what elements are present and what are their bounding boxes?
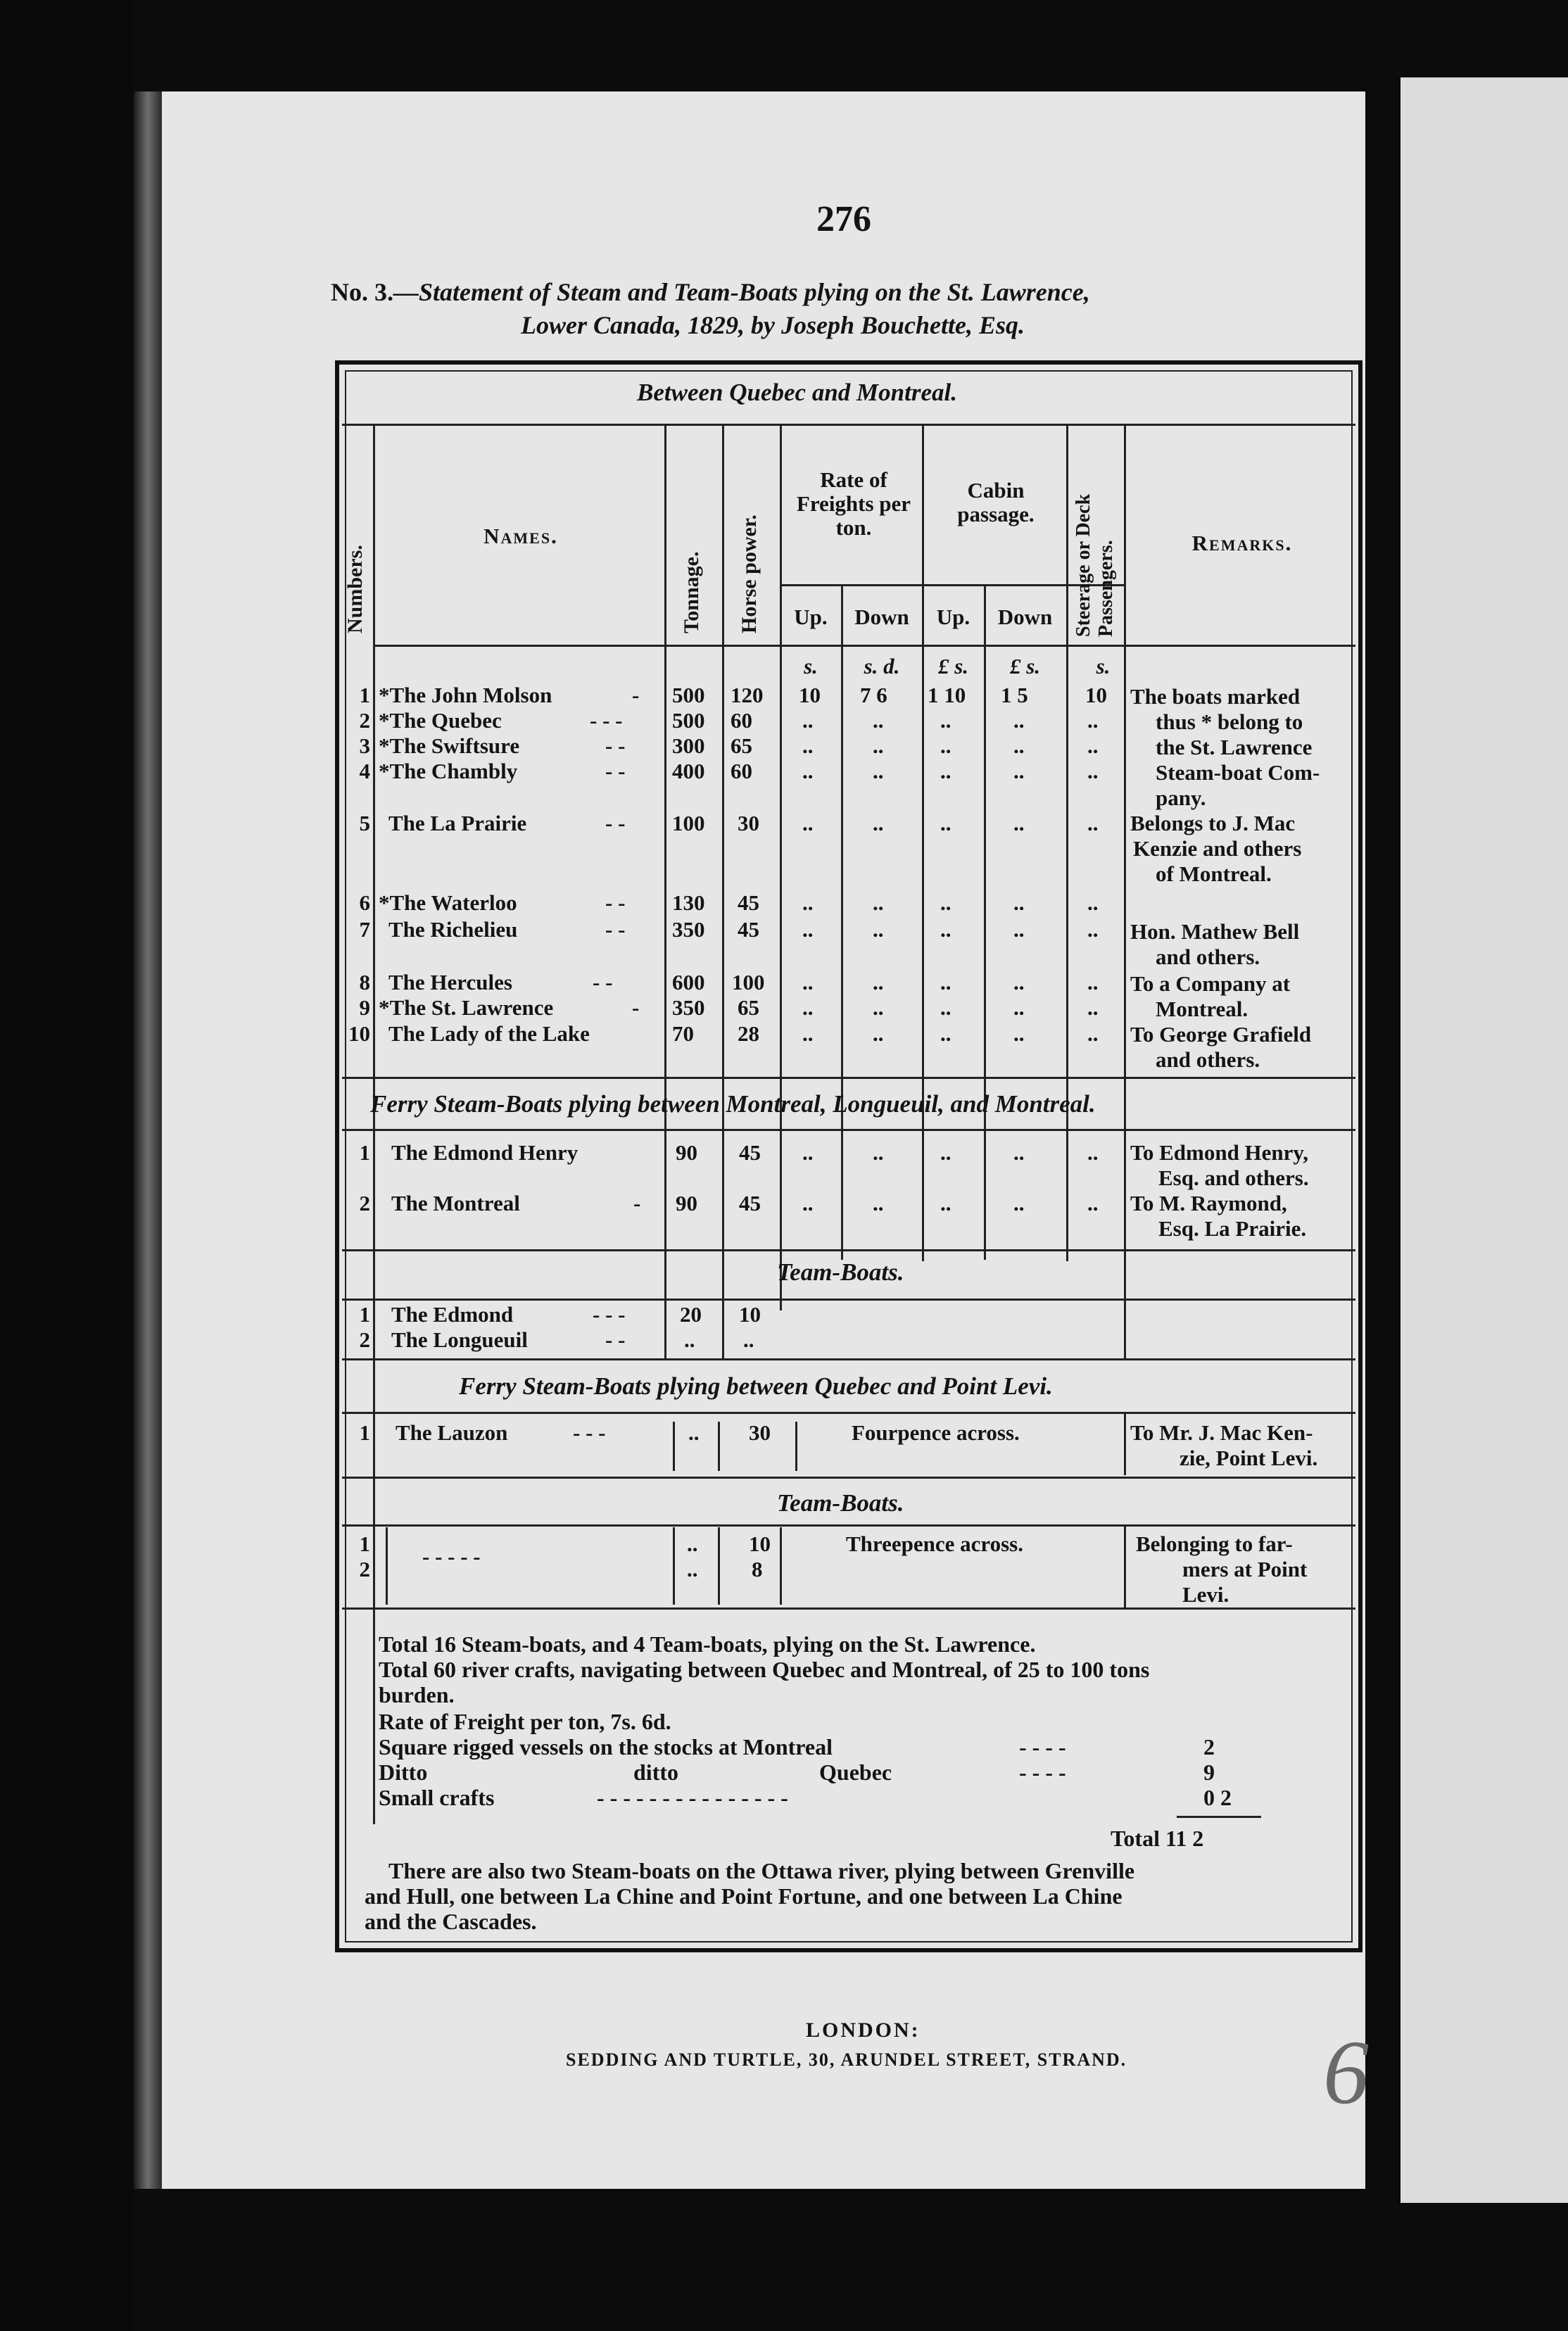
remark-line: thus * belong to [1156, 709, 1303, 734]
leader-dashes: - - [605, 1327, 626, 1352]
horse-power: 30 [738, 811, 759, 835]
section-heading-team-boats: Team-Boats. [777, 1258, 904, 1286]
freight-down: .. [873, 1021, 884, 1046]
freight-up: .. [802, 1140, 814, 1165]
horse-power: 30 [749, 1420, 771, 1445]
rule [373, 645, 1355, 647]
remark-line: Steam-boat Com- [1156, 760, 1320, 785]
note-river-crafts-cont: burden. [379, 1682, 455, 1707]
remark-line: pany. [1156, 785, 1206, 810]
remark-line: Levi. [1182, 1582, 1229, 1607]
unit-steerage: s. [1096, 654, 1111, 678]
margin-handwritten-note: 6 [1323, 2022, 1369, 2123]
cabin-up: .. [940, 970, 951, 994]
cabin-up: .. [940, 917, 951, 942]
vessel-name: *The St. Lawrence [379, 995, 554, 1020]
row-number: 1 [359, 1140, 370, 1165]
freight-down: 7 6 [860, 683, 887, 707]
leader-dashes: - [632, 995, 640, 1020]
vessel-name: The Hercules [388, 970, 512, 994]
column-rule [1124, 1524, 1126, 1607]
tonnage: .. [687, 1531, 698, 1556]
freight-down: .. [873, 733, 884, 758]
column-rule [795, 1422, 797, 1471]
leader-dashes: - - - - - - - - - - - - - - - [597, 1785, 788, 1810]
rule [342, 1477, 1355, 1479]
freight-down: .. [873, 995, 884, 1020]
leader-dashes: - - - - [1019, 1760, 1066, 1785]
row-number: 3 [359, 733, 370, 758]
tonnage: 100 [672, 811, 705, 835]
remark-line: mers at Point [1182, 1557, 1308, 1581]
cabin-up: .. [940, 1191, 951, 1215]
remark-line: Kenzie and others [1133, 836, 1302, 861]
horse-power: 10 [749, 1531, 771, 1556]
freight-down: .. [873, 1191, 884, 1215]
freight-down: .. [873, 890, 884, 915]
steerage: 10 [1085, 683, 1107, 707]
tonnage: 350 [672, 917, 705, 942]
header-horse-power: Horse power. [738, 514, 761, 633]
remark-line: Esq. and others. [1158, 1166, 1309, 1190]
freight-up: .. [802, 733, 814, 758]
vessel-name: *The Quebec [379, 708, 502, 733]
row-number: 10 [348, 1021, 370, 1046]
vessel-name: The Lady of the Lake [388, 1021, 590, 1046]
note-small-crafts: Small crafts [379, 1785, 495, 1810]
vessel-name: The La Prairie [388, 811, 527, 835]
horse-power: .. [743, 1327, 754, 1352]
note-ottawa-1: There are also two Steam-boats on the Ottawa river, plying between Grenville [388, 1858, 1135, 1883]
cabin-down: .. [1013, 708, 1025, 733]
remark-line: Esq. La Prairie. [1158, 1216, 1307, 1241]
remark-line: To George Grafield [1130, 1022, 1312, 1047]
column-rule [673, 1527, 675, 1605]
section-heading-ferry-point-levi: Ferry Steam-Boats plying between Quebec and Point Levi. [459, 1372, 1053, 1400]
column-rule [673, 1422, 675, 1471]
steerage: .. [1087, 1021, 1099, 1046]
rule [342, 1607, 1355, 1610]
freight-up: .. [802, 917, 814, 942]
freight-up: .. [802, 708, 814, 733]
header-freight: Rate of Freights per ton. [796, 467, 911, 540]
tonnage: 300 [672, 733, 705, 758]
cabin-up: .. [940, 708, 951, 733]
cabin-down: .. [1013, 917, 1025, 942]
freight-up: .. [802, 759, 814, 783]
leader-dashes: - - [593, 970, 613, 994]
row-number: 4 [359, 759, 370, 783]
column-rule-numbers [373, 424, 375, 1824]
freight-down: .. [873, 708, 884, 733]
vessel-name: *The Swiftsure [379, 733, 520, 758]
horse-power: 120 [731, 683, 764, 707]
header-remarks: Remarks. [1191, 531, 1293, 555]
tonnage: 20 [680, 1302, 702, 1327]
cabin-down: .. [1013, 1021, 1025, 1046]
steerage: .. [1087, 733, 1099, 758]
horse-power: 45 [739, 1191, 761, 1215]
horse-power: 45 [738, 890, 759, 915]
freight-down: .. [873, 917, 884, 942]
horse-power: 10 [739, 1302, 761, 1327]
row-number: 8 [359, 970, 370, 994]
freight-up: .. [802, 811, 814, 835]
header-cabin-up: Up. [936, 605, 970, 629]
note-ottawa-2: and Hull, one between La Chine and Point Fortune, and one between La Chine [365, 1883, 1123, 1909]
header-tonnage: Tonnage. [680, 551, 703, 633]
freight-up: .. [802, 890, 814, 915]
column-rule-tonnage [722, 424, 724, 1360]
row-number: 7 [359, 917, 370, 942]
freight-up: .. [802, 1191, 814, 1215]
cabin-up: .. [940, 890, 951, 915]
leader-dashes: - - [605, 811, 626, 835]
column-rule-names [664, 424, 666, 1360]
note-ottawa-3: and the Cascades. [365, 1909, 537, 1934]
steerage: .. [1087, 890, 1099, 915]
note-freight-rate: Rate of Freight per ton, 7s. 6d. [379, 1709, 671, 1734]
square-rigged-value: 2 [1203, 1734, 1215, 1760]
column-rule-steerage [1124, 424, 1126, 1360]
row-number: 9 [359, 995, 370, 1020]
ditto-value: 9 [1203, 1760, 1215, 1785]
freight-down: .. [873, 970, 884, 994]
column-rule [1124, 1412, 1126, 1475]
tonnage: 500 [672, 683, 705, 707]
remark-line: To a Company at [1130, 971, 1291, 996]
cabin-up: .. [940, 733, 951, 758]
section-heading-quebec-montreal: Between Quebec and Montreal. [637, 379, 957, 406]
vessel-name: The Lauzon [396, 1420, 508, 1445]
steerage: .. [1087, 811, 1099, 835]
header-freight-down: Down [854, 605, 909, 629]
scan-left-border [0, 0, 134, 2331]
tonnage: 400 [672, 759, 705, 783]
leader-dashes: - - - [590, 708, 623, 733]
cabin-up: .. [940, 759, 951, 783]
cabin-down: .. [1013, 890, 1025, 915]
header-cabin: Cabin passage. [957, 478, 1035, 526]
note-total: Total 11 2 [1111, 1826, 1204, 1851]
imprint-city: LONDON: [806, 2019, 921, 2042]
column-rule [718, 1527, 720, 1605]
cabin-down: .. [1013, 733, 1025, 758]
column-rule [386, 1527, 388, 1605]
horse-power: 28 [738, 1021, 759, 1046]
tonnage: 90 [676, 1191, 697, 1215]
leader-dashes: - - [605, 917, 626, 942]
steerage: .. [1087, 759, 1099, 783]
row-number: 1 [359, 1531, 370, 1556]
note-ditto-place: Quebec [819, 1760, 892, 1785]
freight-up: .. [802, 1021, 814, 1046]
leader-dashes: - - [605, 733, 626, 758]
unit-down: s. d. [864, 654, 900, 678]
cabin-down: .. [1013, 759, 1025, 783]
caption-lead: No. 3. [331, 278, 393, 306]
freight-down: .. [873, 1140, 884, 1165]
steerage: .. [1087, 995, 1099, 1020]
remark-line: To Edmond Henry, [1130, 1140, 1308, 1165]
horse-power: 45 [738, 917, 759, 942]
steerage: .. [1087, 970, 1099, 994]
cabin-down: .. [1013, 1191, 1025, 1215]
freight-up: .. [802, 970, 814, 994]
column-rule-cabin-up [984, 584, 986, 1260]
note-ditto: Ditto [379, 1760, 428, 1785]
note-total-boats: Total 16 Steam-boats, and 4 Team-boats, plying on the St. Lawrence. [379, 1631, 1036, 1657]
cabin-up: .. [940, 1021, 951, 1046]
row-number: 2 [359, 1327, 370, 1352]
tonnage: 130 [672, 890, 705, 915]
page-number: 276 [816, 199, 871, 239]
row-number: 5 [359, 811, 370, 835]
rule [342, 424, 1355, 426]
caption-line-1: —Statement of Steam and Team-Boats plying on the St. Lawrence, [393, 278, 1090, 306]
table-caption [331, 276, 1372, 342]
section-heading-ferry-longueuil: Ferry Steam-Boats plying between Montreal, Longueuil, and Montreal. [370, 1090, 1096, 1118]
leader-dashes: - - - - [1019, 1734, 1066, 1760]
column-rule-horse [780, 424, 782, 1310]
remark-line: and others. [1156, 1047, 1260, 1072]
header-names: Names. [483, 524, 558, 548]
header-freight-up: Up. [794, 605, 828, 629]
vessel-name: *The Waterloo [379, 890, 517, 915]
rule [342, 1358, 1355, 1360]
remark-line: and others. [1156, 945, 1260, 969]
horse-power: 100 [732, 970, 765, 994]
remark-line: To Mr. J. Mac Ken- [1130, 1420, 1313, 1445]
header-steerage: Steerage or Deck Passengers. [1073, 493, 1117, 637]
steerage: .. [1087, 917, 1099, 942]
rule [342, 1524, 1355, 1527]
row-number: 2 [359, 1191, 370, 1215]
cabin-down: 1 5 [1001, 683, 1028, 707]
freight-up: 10 [799, 683, 821, 707]
leader-dashes: - [632, 683, 640, 707]
vessel-name: *The John Molson [379, 683, 552, 707]
vessel-name: *The Chambly [379, 759, 518, 783]
column-rule-freight [922, 424, 924, 1261]
freight-down: .. [873, 811, 884, 835]
imprint-printer: SEDDING AND TURTLE, 30, ARUNDEL STREET, STRAND. [566, 2049, 1127, 2070]
remark-line: To M. Raymond, [1130, 1191, 1287, 1215]
remark-line: The boats marked [1130, 684, 1301, 709]
horse-power: 60 [731, 708, 752, 733]
section-heading-team-boats-2: Team-Boats. [777, 1489, 904, 1517]
remark-line: Belonging to far- [1136, 1531, 1293, 1556]
horse-power: 60 [731, 759, 752, 783]
tonnage: 70 [672, 1021, 694, 1046]
rule [342, 1412, 1355, 1414]
column-rule-cabin [1066, 424, 1068, 1261]
row-number: 2 [359, 708, 370, 733]
note-square-rigged: Square rigged vessels on the stocks at Montreal [379, 1734, 833, 1760]
tonnage: 500 [672, 708, 705, 733]
leader-dashes: - - [605, 890, 626, 915]
unit-cabin-up: £ s. [937, 654, 969, 678]
small-crafts-value: 0 2 [1203, 1785, 1232, 1810]
leader-dashes: - - - - - [422, 1544, 481, 1569]
remark-line: of Montreal. [1156, 861, 1272, 886]
header-numbers: Numbers. [343, 545, 367, 633]
column-rule [780, 1527, 782, 1605]
caption-line-2: Lower Canada, 1829, by Joseph Bouchette, Esq. [521, 311, 1025, 339]
horse-power: 65 [738, 995, 759, 1020]
scan-gutter [1365, 77, 1401, 2203]
remark-line: the St. Lawrence [1156, 735, 1313, 759]
cabin-down: .. [1013, 970, 1025, 994]
vessel-name: The Edmond [391, 1302, 514, 1327]
row-number: 1 [359, 1420, 370, 1445]
unit-up: s. [804, 654, 818, 678]
tonnage: 350 [672, 995, 705, 1020]
tonnage: 90 [676, 1140, 697, 1165]
horse-power: 8 [752, 1557, 763, 1581]
horse-power: 45 [739, 1140, 761, 1165]
remark-line: Belongs to J. Mac [1130, 811, 1296, 835]
vessel-name: The Montreal [391, 1191, 520, 1215]
rule [342, 1249, 1355, 1251]
tonnage: .. [684, 1327, 695, 1352]
rule [342, 1077, 1355, 1079]
rule [342, 1299, 1355, 1301]
remark-line: Hon. Mathew Bell [1130, 919, 1300, 944]
cabin-down: .. [1013, 1140, 1025, 1165]
note-ditto-2: ditto [633, 1760, 678, 1785]
tonnage: 600 [672, 970, 705, 994]
leader-dashes: - - - [573, 1420, 606, 1445]
leader-dashes: - [633, 1191, 641, 1215]
facing-page-edge [1401, 77, 1568, 2203]
rule [342, 1129, 1355, 1131]
vessel-name: The Edmond Henry [391, 1140, 578, 1165]
cabin-up: .. [940, 995, 951, 1020]
row-number: 1 [359, 683, 370, 707]
unit-cabin-down: £ s. [1009, 654, 1041, 678]
leader-dashes: - - [605, 759, 626, 783]
leader-dashes: - - - [593, 1302, 626, 1327]
column-rule [718, 1422, 720, 1471]
freight-up: .. [802, 995, 814, 1020]
vessel-name: The Longueuil [391, 1327, 528, 1352]
row-number: 6 [359, 890, 370, 915]
vessel-name: The Richelieu [388, 917, 518, 942]
row-number: 1 [359, 1302, 370, 1327]
column-rule-up [841, 584, 843, 1260]
cabin-up: .. [940, 1140, 951, 1165]
sum-rule [1177, 1816, 1261, 1818]
row-number: 2 [359, 1557, 370, 1581]
freight-down: .. [873, 759, 884, 783]
remark-line: Montreal. [1156, 997, 1248, 1021]
steerage: .. [1087, 708, 1099, 733]
fare: Fourpence across. [852, 1420, 1020, 1445]
tonnage: .. [687, 1557, 698, 1581]
header-cabin-down: Down [997, 605, 1053, 629]
cabin-down: .. [1013, 995, 1025, 1020]
steerage: .. [1087, 1140, 1099, 1165]
horse-power: 65 [731, 733, 752, 758]
fare: Threepence across. [846, 1531, 1023, 1556]
book-spine [134, 91, 162, 2189]
cabin-up: 1 10 [928, 683, 966, 707]
tonnage: .. [688, 1420, 700, 1445]
remark-line: zie, Point Levi. [1180, 1446, 1318, 1470]
cabin-up: .. [940, 811, 951, 835]
note-river-crafts: Total 60 river crafts, navigating between Quebec and Montreal, of 25 to 100 tons [379, 1657, 1150, 1682]
steerage: .. [1087, 1191, 1099, 1215]
cabin-down: .. [1013, 811, 1025, 835]
